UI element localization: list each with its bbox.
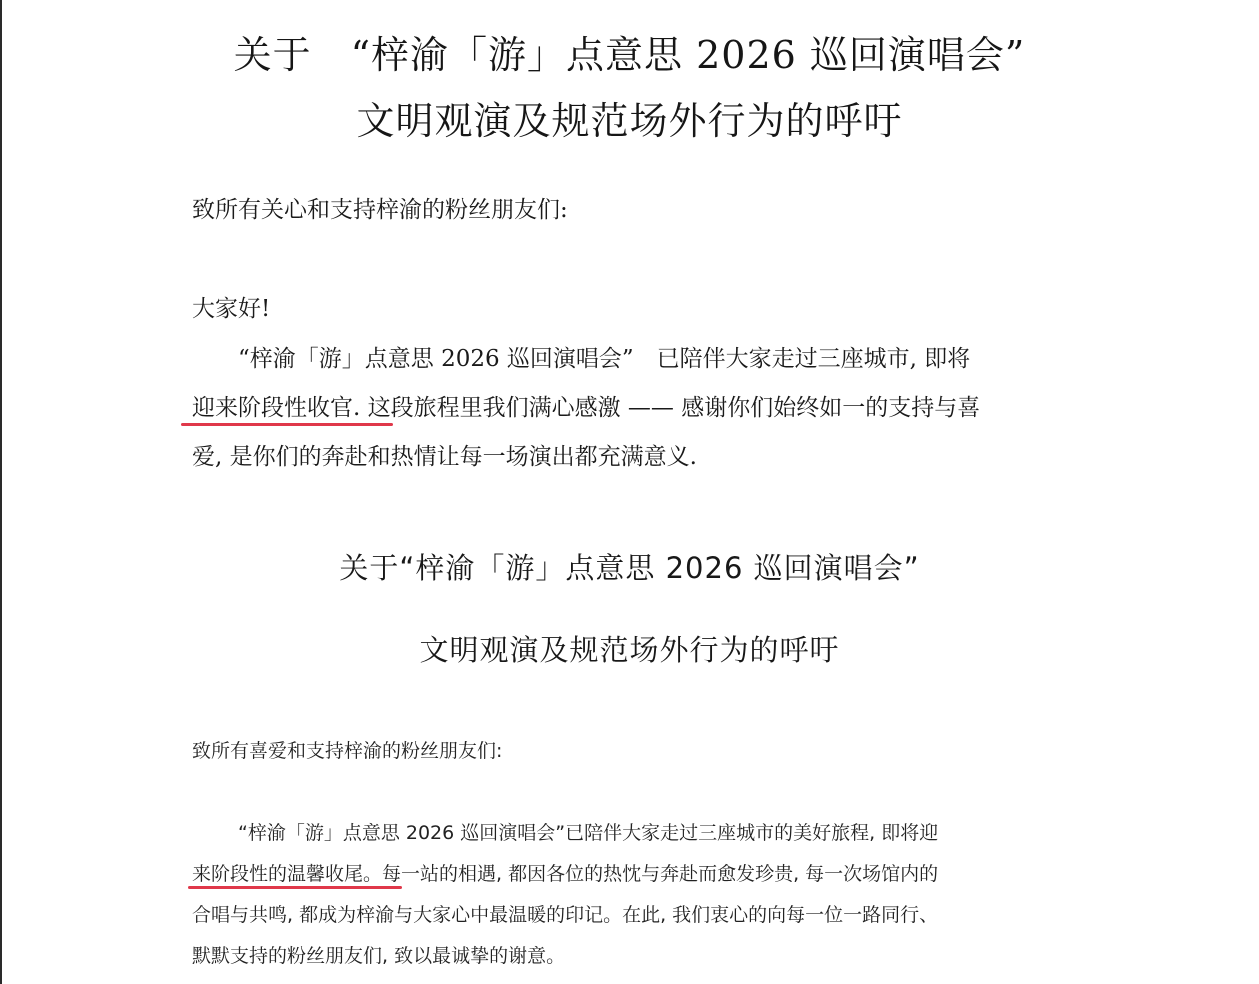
v2-title-line-1: 关于“梓渝「游」点意思 2026 巡回演唱会”: [339, 551, 920, 585]
left-border-line: [0, 0, 2, 984]
v1-paragraph-line-2: 迎来阶段性收官. 这段旅程里我们满心感激 —— 感谢你们始终如一的支持与喜: [192, 395, 981, 421]
v2-title-line-2: 文明观演及规范场外行为的呼吁: [419, 633, 840, 667]
v2-paragraph-line-2: 来阶段性的温馨收尾。每一站的相遇, 都因各位的热忱与奔赴而愈发珍贵, 每一次场馆内的: [192, 863, 939, 885]
v2-salutation: 致所有喜爱和支持梓渝的粉丝朋友们:: [192, 740, 503, 762]
v1-greeting: 大家好!: [192, 296, 271, 322]
v2-paragraph-line-1: “梓渝「游」点意思 2026 巡回演唱会”已陪伴大家走过三座城市的美好旅程, 即将迎: [238, 822, 939, 844]
v2-paragraph-line-4: 默默支持的粉丝朋友们, 致以最诚挚的谢意。: [192, 945, 566, 967]
v1-title-line-2: 文明观演及规范场外行为的呼吁: [356, 99, 903, 143]
v1-paragraph-line-1: “梓渝「游」点意思 2026 巡回演唱会” 已陪伴大家走过三座城市, 即将: [238, 346, 971, 372]
v2-paragraph-line-3: 合唱与共鸣, 都成为梓渝与大家心中最温暖的印记。在此, 我们衷心的向每一位一路同行、: [192, 904, 939, 926]
v1-title-line-1: 关于 “梓渝「游」点意思 2026 巡回演唱会”: [233, 33, 1026, 77]
v1-highlight-underline: [181, 423, 393, 426]
v1-salutation: 致所有关心和支持梓渝的粉丝朋友们:: [192, 197, 568, 223]
v1-paragraph-line-3: 爱, 是你们的奔赴和热情让每一场演出都充满意义.: [192, 444, 697, 470]
v2-highlight-underline: [188, 886, 402, 889]
